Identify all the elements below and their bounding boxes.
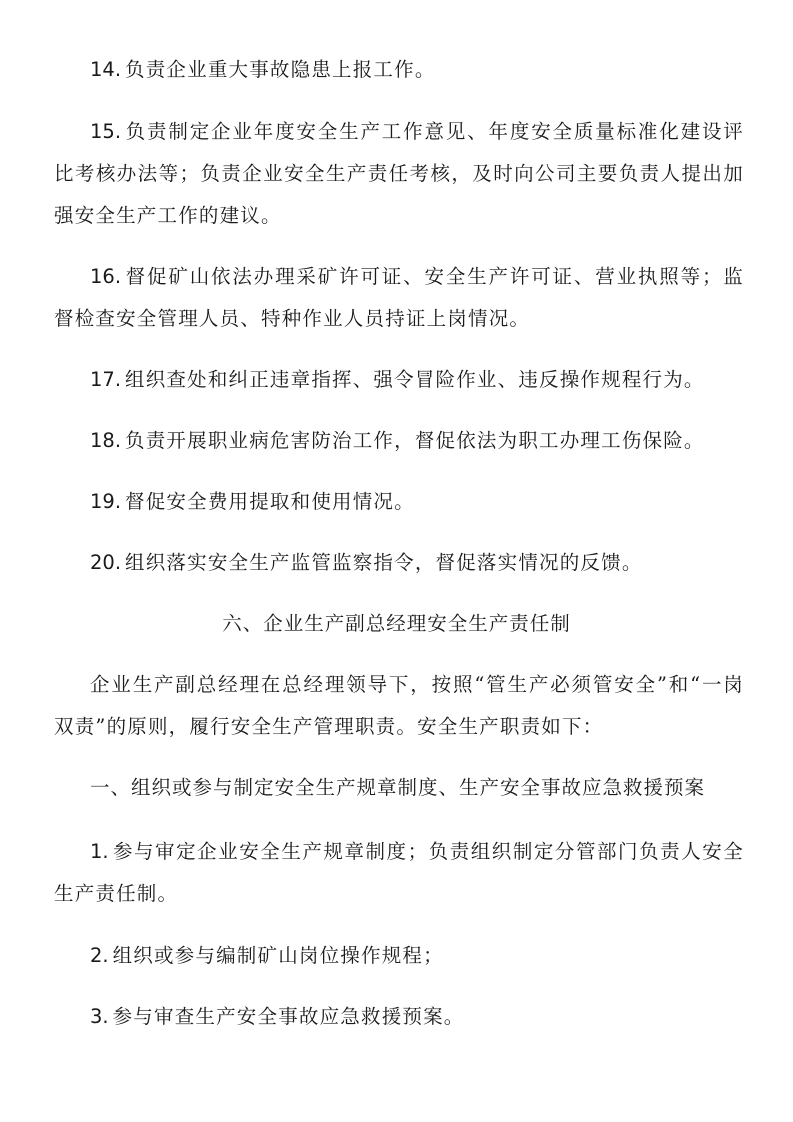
item-text: 督促安全费用提取和使用情况。 [125, 490, 415, 513]
list-item-16 [54, 256, 744, 340]
item-number: 1. [90, 840, 109, 863]
intro-paragraph: 企业生产副总经理在总经理领导下，按照“管生产必须管安全”和“一岗双责”的原则，履行安全生产管理职责。安全生产职责如下： [54, 673, 744, 738]
item-text: 参与审查生产安全事故应急救援预案。 [112, 1005, 465, 1028]
item-number: 2. [90, 944, 109, 967]
list-item-18 [54, 420, 744, 462]
list-item-2 [54, 935, 744, 977]
subsection-title: 一、组织或参与制定安全生产规章制度、生产安全事故应急救援预案 [90, 776, 706, 799]
item-number: 20. [90, 551, 122, 574]
item-text: 参与审定企业安全生产规章制度；负责组织制定分管部门负责人安全生产责任制。 [54, 840, 744, 905]
list-item-15 [54, 111, 744, 237]
item-number: 15. [90, 120, 122, 143]
item-number: 19. [90, 490, 122, 513]
item-text: 组织或参与编制矿山岗位操作规程； [112, 944, 444, 967]
item-text: 负责制定企业年度安全生产工作意见、年度安全质量标准化建设评比考核办法等；负责企业安全生产责任考核，及时向公司主要负责人提出加强安全生产工作的建议。 [54, 120, 744, 227]
item-number: 17. [90, 368, 122, 391]
item-text: 负责开展职业病危害防治工作，督促依法为职工办理工伤保险。 [125, 429, 705, 452]
item-text: 组织落实安全生产监管监察指令，督促落实情况的反馈。 [125, 551, 643, 574]
item-number: 18. [90, 429, 122, 452]
item-number: 14. [90, 58, 122, 81]
item-text: 负责企业重大事故隐患上报工作。 [125, 58, 436, 81]
item-number: 16. [90, 265, 122, 288]
list-item-20 [54, 542, 744, 584]
list-item-17 [54, 359, 744, 401]
list-item-3 [54, 996, 744, 1038]
list-item-1 [54, 831, 744, 915]
item-text: 督促矿山依法办理采矿许可证、安全生产许可证、营业执照等；监督检查安全管理人员、特种作业人员持证上岗情况。 [54, 265, 744, 330]
list-item-14 [54, 49, 744, 91]
item-number: 3. [90, 1005, 109, 1028]
list-item-19 [54, 481, 744, 523]
section-title: 六、企业生产副总经理安全生产责任制 [222, 612, 571, 635]
item-text: 组织查处和纠正违章指挥、强令冒险作业、违反操作规程行为。 [125, 368, 705, 391]
